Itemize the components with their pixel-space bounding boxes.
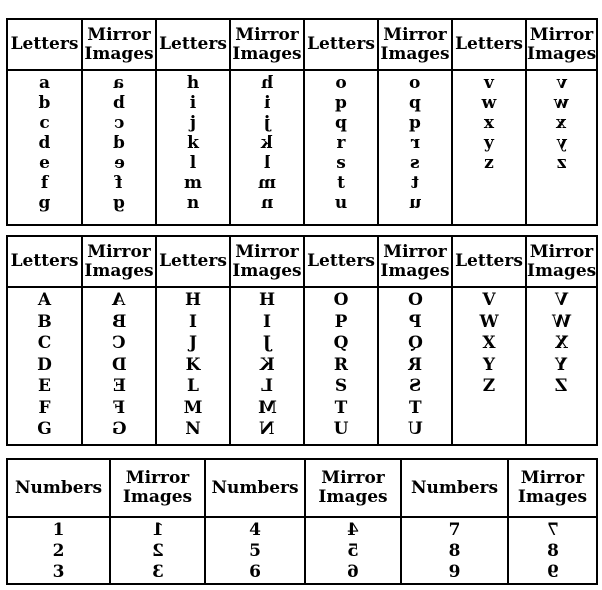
mirror-character: g — [113, 193, 125, 213]
letters-column — [452, 70, 526, 225]
character: m — [184, 173, 202, 193]
character: Q — [333, 333, 349, 353]
header-mirror-images: Mirror Images — [230, 236, 304, 287]
mirror-images-column — [378, 70, 452, 225]
header-mirror-images: Mirror Images — [378, 19, 452, 70]
header-mirror-images: Mirror Images — [82, 236, 156, 287]
mirror-character: J — [262, 333, 272, 353]
character: O — [333, 290, 349, 310]
character: t — [337, 173, 345, 193]
mirror-character: 7 — [546, 520, 559, 540]
mirror-character: p — [409, 93, 421, 113]
character: I — [189, 311, 197, 332]
mirror-character: O — [407, 290, 423, 310]
header-letters: Letters — [452, 236, 526, 287]
header-numbers: Numbers — [205, 459, 305, 517]
mirror-character: 6 — [347, 562, 359, 582]
mirror-images-column — [378, 287, 452, 445]
mirror-character: o — [409, 73, 421, 93]
mirror-character: 4 — [347, 520, 359, 540]
character: S — [334, 376, 348, 396]
mirror-character: d — [113, 133, 125, 153]
mirror-character: L — [261, 376, 273, 396]
mirror-images-column — [305, 517, 401, 584]
mirror-character: r — [410, 133, 420, 153]
header-letters: Letters — [304, 19, 378, 70]
header-letters: Letters — [7, 236, 82, 287]
character: c — [39, 113, 50, 133]
mirror-character: C — [112, 333, 126, 353]
header-mirror-images: Mirror Images — [508, 459, 597, 517]
letters-column — [304, 287, 378, 445]
character: 5 — [249, 541, 261, 561]
mirror-character: a — [113, 73, 125, 93]
mirror-character: 3 — [151, 562, 164, 582]
mirror-character: 5 — [347, 541, 359, 561]
mirror-character: M — [257, 397, 277, 418]
character: F — [38, 397, 51, 418]
mirror-character: w — [554, 93, 569, 113]
mirror-images-column — [230, 70, 304, 225]
character: Z — [482, 376, 496, 396]
uppercase-table — [6, 235, 598, 446]
character: R — [333, 354, 349, 375]
character: V — [482, 290, 496, 310]
character: b — [38, 93, 51, 113]
character: 2 — [52, 541, 65, 561]
letters-column — [452, 287, 526, 445]
mirror-character: v — [556, 73, 567, 93]
mirror-character: V — [554, 290, 569, 310]
header-mirror-images: Mirror Images — [82, 19, 156, 70]
character: L — [187, 376, 199, 396]
mirror-images-column — [526, 287, 597, 445]
character: o — [335, 73, 347, 93]
mirror-character: s — [410, 153, 420, 173]
mirror-images-column — [508, 517, 597, 584]
character: W — [479, 311, 499, 332]
mirror-character: D — [111, 354, 127, 375]
mirror-character: q — [409, 113, 421, 133]
character: E — [38, 376, 51, 396]
mirror-character: T — [408, 397, 422, 418]
character: g — [38, 193, 51, 213]
character: p — [335, 93, 347, 113]
header-mirror-images: Mirror Images — [526, 236, 597, 287]
mirror-character: i — [263, 93, 271, 113]
header-mirror-images: Mirror Images — [378, 236, 452, 287]
header-letters: Letters — [156, 19, 230, 70]
character: n — [186, 193, 200, 213]
character: r — [336, 133, 346, 153]
mirror-character: j — [263, 113, 271, 133]
mirror-character: I — [263, 311, 271, 332]
header-mirror-images: Mirror Images — [230, 19, 304, 70]
header-letters: Letters — [156, 236, 230, 287]
character: u — [334, 193, 348, 213]
mirror-character: N — [259, 419, 275, 439]
mirror-character: K — [259, 354, 275, 375]
character: f — [40, 173, 49, 193]
character: x — [483, 113, 495, 133]
character: 3 — [52, 562, 65, 582]
header-numbers: Numbers — [401, 459, 508, 517]
character: v — [484, 73, 494, 93]
character: Y — [482, 354, 496, 375]
character: z — [484, 153, 494, 173]
character: X — [482, 333, 496, 353]
lowercase-table — [6, 18, 598, 226]
mirror-character: 1 — [151, 520, 164, 540]
mirror-character: y — [556, 133, 567, 153]
character: B — [37, 311, 52, 332]
character: D — [37, 354, 52, 375]
letters-column — [156, 70, 230, 225]
numbers-table — [6, 458, 598, 585]
character: e — [39, 153, 50, 173]
mirror-character: 9 — [546, 562, 559, 582]
mirror-character: u — [408, 193, 422, 213]
character: w — [481, 93, 497, 113]
character: M — [183, 397, 203, 418]
mirror-character: e — [113, 153, 125, 173]
mirror-images-column — [526, 70, 597, 225]
mirror-character: U — [407, 419, 423, 439]
header-letters: Letters — [7, 19, 82, 70]
character: H — [184, 290, 202, 310]
numbers-column — [401, 517, 508, 584]
character: l — [189, 153, 197, 173]
mirror-character: W — [551, 311, 572, 332]
character: a — [38, 73, 50, 93]
character: P — [334, 311, 348, 332]
mirror-images-column — [230, 287, 304, 445]
mirror-character: X — [554, 333, 569, 353]
character: J — [188, 333, 198, 353]
mirror-character: H — [258, 290, 276, 310]
mirror-character: G — [111, 419, 127, 439]
mirror-character: 8 — [546, 541, 559, 561]
character: s — [336, 153, 346, 173]
character: y — [484, 133, 494, 153]
mirror-images-column — [110, 517, 205, 584]
mirror-character: R — [407, 354, 423, 375]
character: K — [185, 354, 201, 375]
mirror-character: k — [261, 133, 273, 153]
header-mirror-images: Mirror Images — [305, 459, 401, 517]
mirror-character: S — [408, 376, 422, 396]
character: i — [189, 93, 197, 113]
header-mirror-images: Mirror Images — [110, 459, 205, 517]
character: N — [185, 419, 201, 439]
character: j — [189, 113, 197, 133]
mirror-character: F — [112, 397, 126, 418]
mirror-character: c — [113, 113, 125, 133]
character: 6 — [249, 562, 261, 582]
mirror-images-column — [82, 70, 156, 225]
numbers-column — [205, 517, 305, 584]
header-numbers: Numbers — [7, 459, 110, 517]
mirror-character: t — [411, 173, 419, 193]
mirror-character: Q — [407, 333, 423, 353]
character: 9 — [448, 562, 461, 582]
character: T — [334, 397, 348, 418]
mirror-character: f — [115, 173, 123, 193]
mirror-character: E — [112, 376, 126, 396]
mirror-character: b — [113, 93, 125, 113]
header-letters: Letters — [304, 236, 378, 287]
letters-column — [156, 287, 230, 445]
mirror-character: l — [263, 153, 271, 173]
character: 1 — [52, 520, 65, 540]
character: k — [187, 133, 199, 153]
mirror-character: P — [408, 311, 422, 332]
character: A — [37, 290, 52, 310]
numbers-column — [7, 517, 110, 584]
character: h — [186, 73, 200, 93]
letters-column — [7, 70, 82, 225]
mirror-character: m — [258, 173, 276, 193]
header-mirror-images: Mirror Images — [526, 19, 597, 70]
mirror-character: x — [556, 113, 567, 133]
mirror-character: Z — [555, 376, 568, 396]
mirror-character: A — [112, 290, 126, 310]
character: C — [37, 333, 52, 353]
mirror-character: 2 — [151, 541, 164, 561]
letters-column — [7, 287, 82, 445]
mirror-character: z — [556, 153, 567, 173]
mirror-character: n — [260, 193, 274, 213]
letters-column — [304, 70, 378, 225]
character: 7 — [448, 520, 461, 540]
character: q — [335, 113, 347, 133]
character: U — [333, 419, 349, 439]
mirror-images-column — [82, 287, 156, 445]
character: d — [38, 133, 51, 153]
character: G — [37, 419, 52, 439]
mirror-character: h — [260, 73, 274, 93]
character: 8 — [448, 541, 461, 561]
mirror-character: B — [111, 311, 127, 332]
header-letters: Letters — [452, 19, 526, 70]
mirror-character: Y — [555, 354, 568, 375]
character: 4 — [249, 520, 261, 540]
